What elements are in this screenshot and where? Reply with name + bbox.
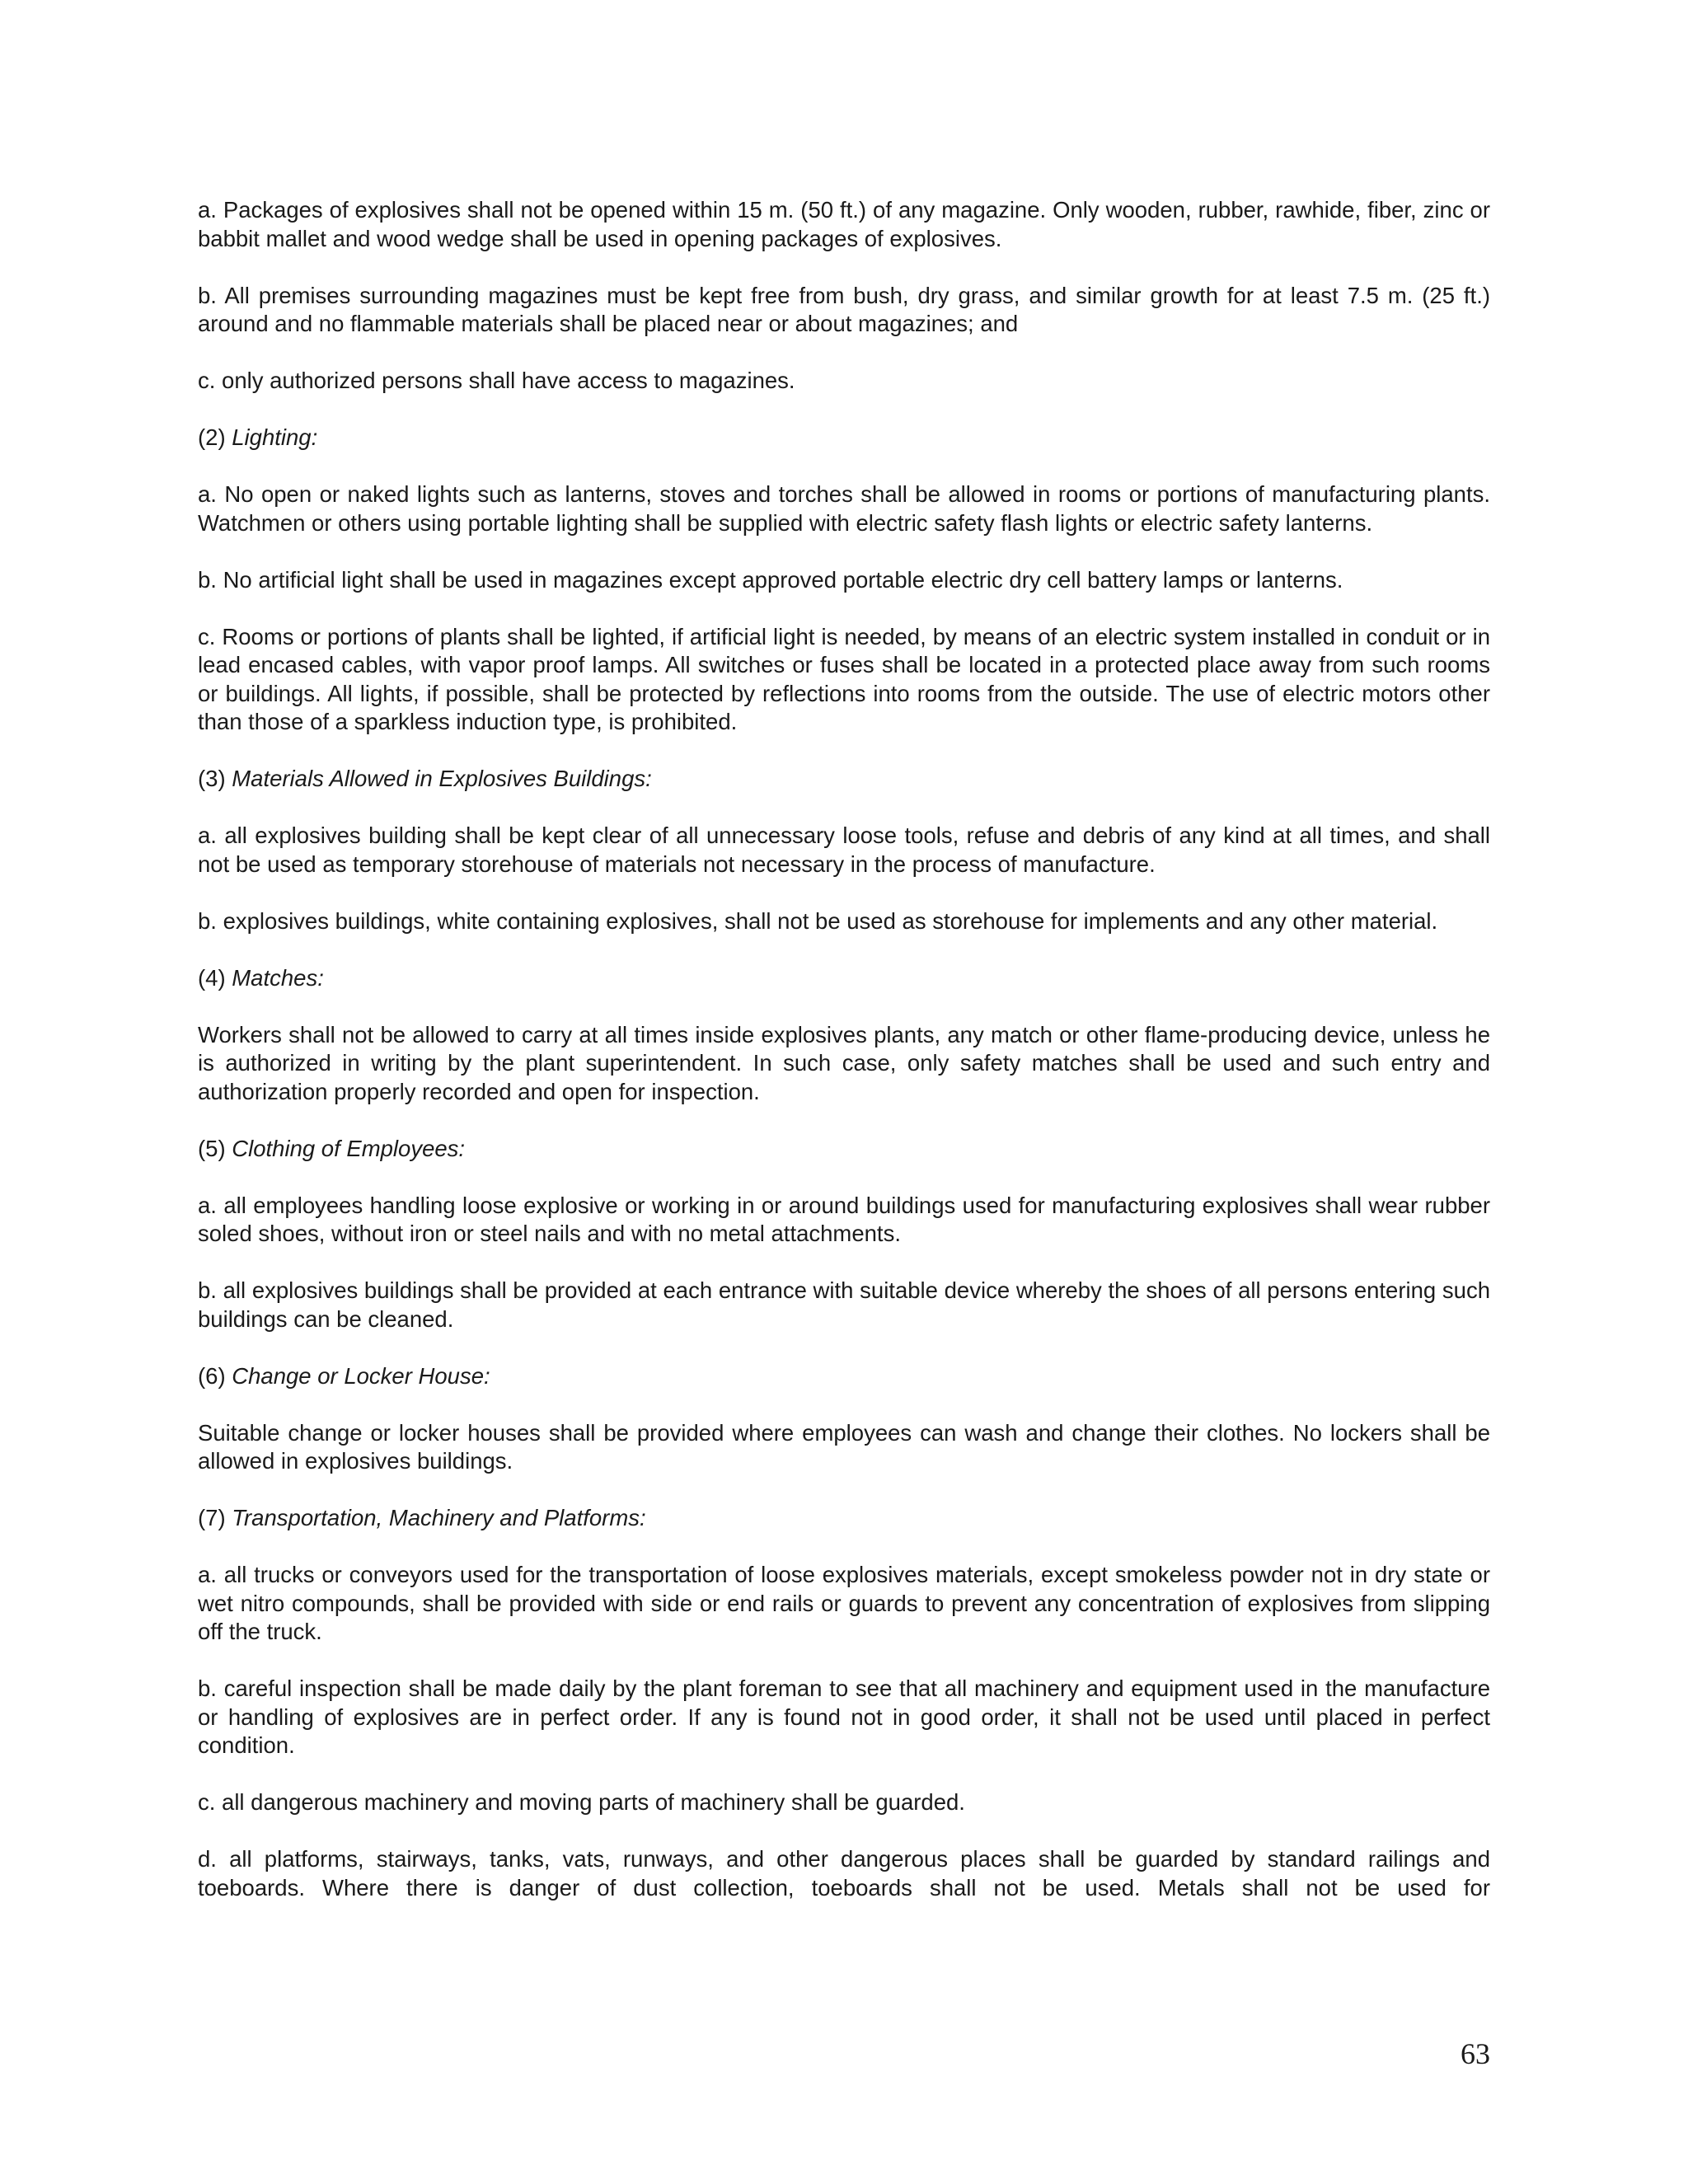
document-body — [198, 196, 1490, 1902]
section-number: (7) — [198, 1505, 226, 1530]
section-heading — [198, 1135, 1490, 1164]
body-paragraph: c. all dangerous machinery and moving parts of machinery shall be guarded. — [198, 1789, 965, 1815]
section-heading — [198, 424, 1490, 452]
section-heading — [198, 1362, 1490, 1391]
section-heading — [198, 1504, 1490, 1533]
body-paragraph: b. careful inspection shall be made daily by the plant foreman to see that all machinery and equipment used in the manufacture or handling of explosives are in perfect order. If any is found not in good order, it shall not be used until placed in perfect condition. — [198, 1675, 1490, 1758]
body-paragraph: d. all platforms, stairways, tanks, vats, runways, and other dangerous places shall be guarded by standard railings and toeboards. Where there is danger of dust collection, toeboards shall not be used. Metals shall not be used for — [198, 1846, 1490, 1900]
page-number: 63 — [1461, 2037, 1490, 2070]
section-number: (4) — [198, 964, 226, 991]
section-number: (6) — [198, 1362, 226, 1389]
body-paragraph: c. only authorized persons shall have access to magazines. — [198, 368, 795, 393]
body-paragraph: b. explosives buildings, white containing explosives, shall not be used as storehouse for implements and any other material. — [198, 907, 1438, 934]
body-paragraph: a. all explosives building shall be kept clear of all unnecessary loose tools, refuse and debris of any kind at all times, and shall not be used as temporary storehouse of materials not necessary in the process of manufacture. — [198, 823, 1490, 877]
section-number: (3) — [198, 766, 226, 791]
body-paragraph: a. all trucks or conveyors used for the transportation of loose explosives materials, except smokeless powder not in dry state or wet nitro compounds, shall be provided with side or end rails or guards to prevent any concentration of explosives from slipping off the truck. — [198, 1562, 1490, 1644]
section-title: Clothing of Employees: — [232, 1135, 466, 1161]
body-paragraph: b. No artificial light shall be used in magazines except approved portable electric dry cell battery lamps or lanterns. — [198, 566, 1343, 593]
body-paragraph: a. No open or naked lights such as lanterns, stoves and torches shall be allowed in rooms or portions of manufacturing plants. Watchmen or others using portable lighting shall be supplied with electric safety flash lights or electric safety lanterns. — [198, 481, 1490, 536]
section-number: (5) — [198, 1135, 226, 1161]
body-paragraph: a. all employees handling loose explosive or working in or around buildings used for manufacturing explosives shall wear rubber soled shoes, without iron or steel nails and with no metal attachments. — [198, 1192, 1490, 1246]
section-title: Change or Locker House: — [232, 1362, 490, 1389]
section-title: Materials Allowed in Explosives Buildings: — [232, 766, 652, 791]
body-paragraph: Suitable change or locker houses shall be provided where employees can wash and change their clothes. No lockers shall be allowed in explosives buildings. — [198, 1419, 1490, 1474]
body-paragraph: c. Rooms or portions of plants shall be lighted, if artificial light is needed, by means of an electric system installed in conduit or in lead encased cables, with vapor proof lamps. All switches or fuses shall be located in a protected place away from such rooms or buildings. All lights, if possible, shall be protected by reflections into rooms from the outside. The use of electric motors other than those of a sparkless induction type, is prohibited. — [198, 623, 1490, 734]
section-title: Matches: — [232, 964, 324, 991]
section-heading — [198, 765, 1490, 794]
body-paragraph: Workers shall not be allowed to carry at all times inside explosives plants, any match or other flame-producing device, unless he is authorized in writing by the plant superintendent. In such case, only safety matches shall be used and such entry and authorization properly recorded and open for inspection. — [198, 1021, 1490, 1104]
section-number: (2) — [198, 424, 226, 450]
body-paragraph: b. all explosives buildings shall be provided at each entrance with suitable device whereby the shoes of all persons entering such buildings can be cleaned. — [198, 1277, 1490, 1332]
section-heading — [198, 964, 1490, 993]
body-paragraph: b. All premises surrounding magazines must be kept free from bush, dry grass, and similar growth for at least 7.5 m. (25 ft.) around and no flammable materials shall be placed near or about magazines; and — [198, 282, 1490, 336]
section-title: Lighting: — [232, 424, 318, 450]
body-paragraph: a. Packages of explosives shall not be opened within 15 m. (50 ft.) of any magazine. Only wooden, rubber, rawhide, fiber, zinc or babbit mallet and wood wedge shall be used in opening packages of explosives. — [198, 197, 1490, 251]
section-title: Transportation, Machinery and Platforms: — [232, 1505, 646, 1530]
